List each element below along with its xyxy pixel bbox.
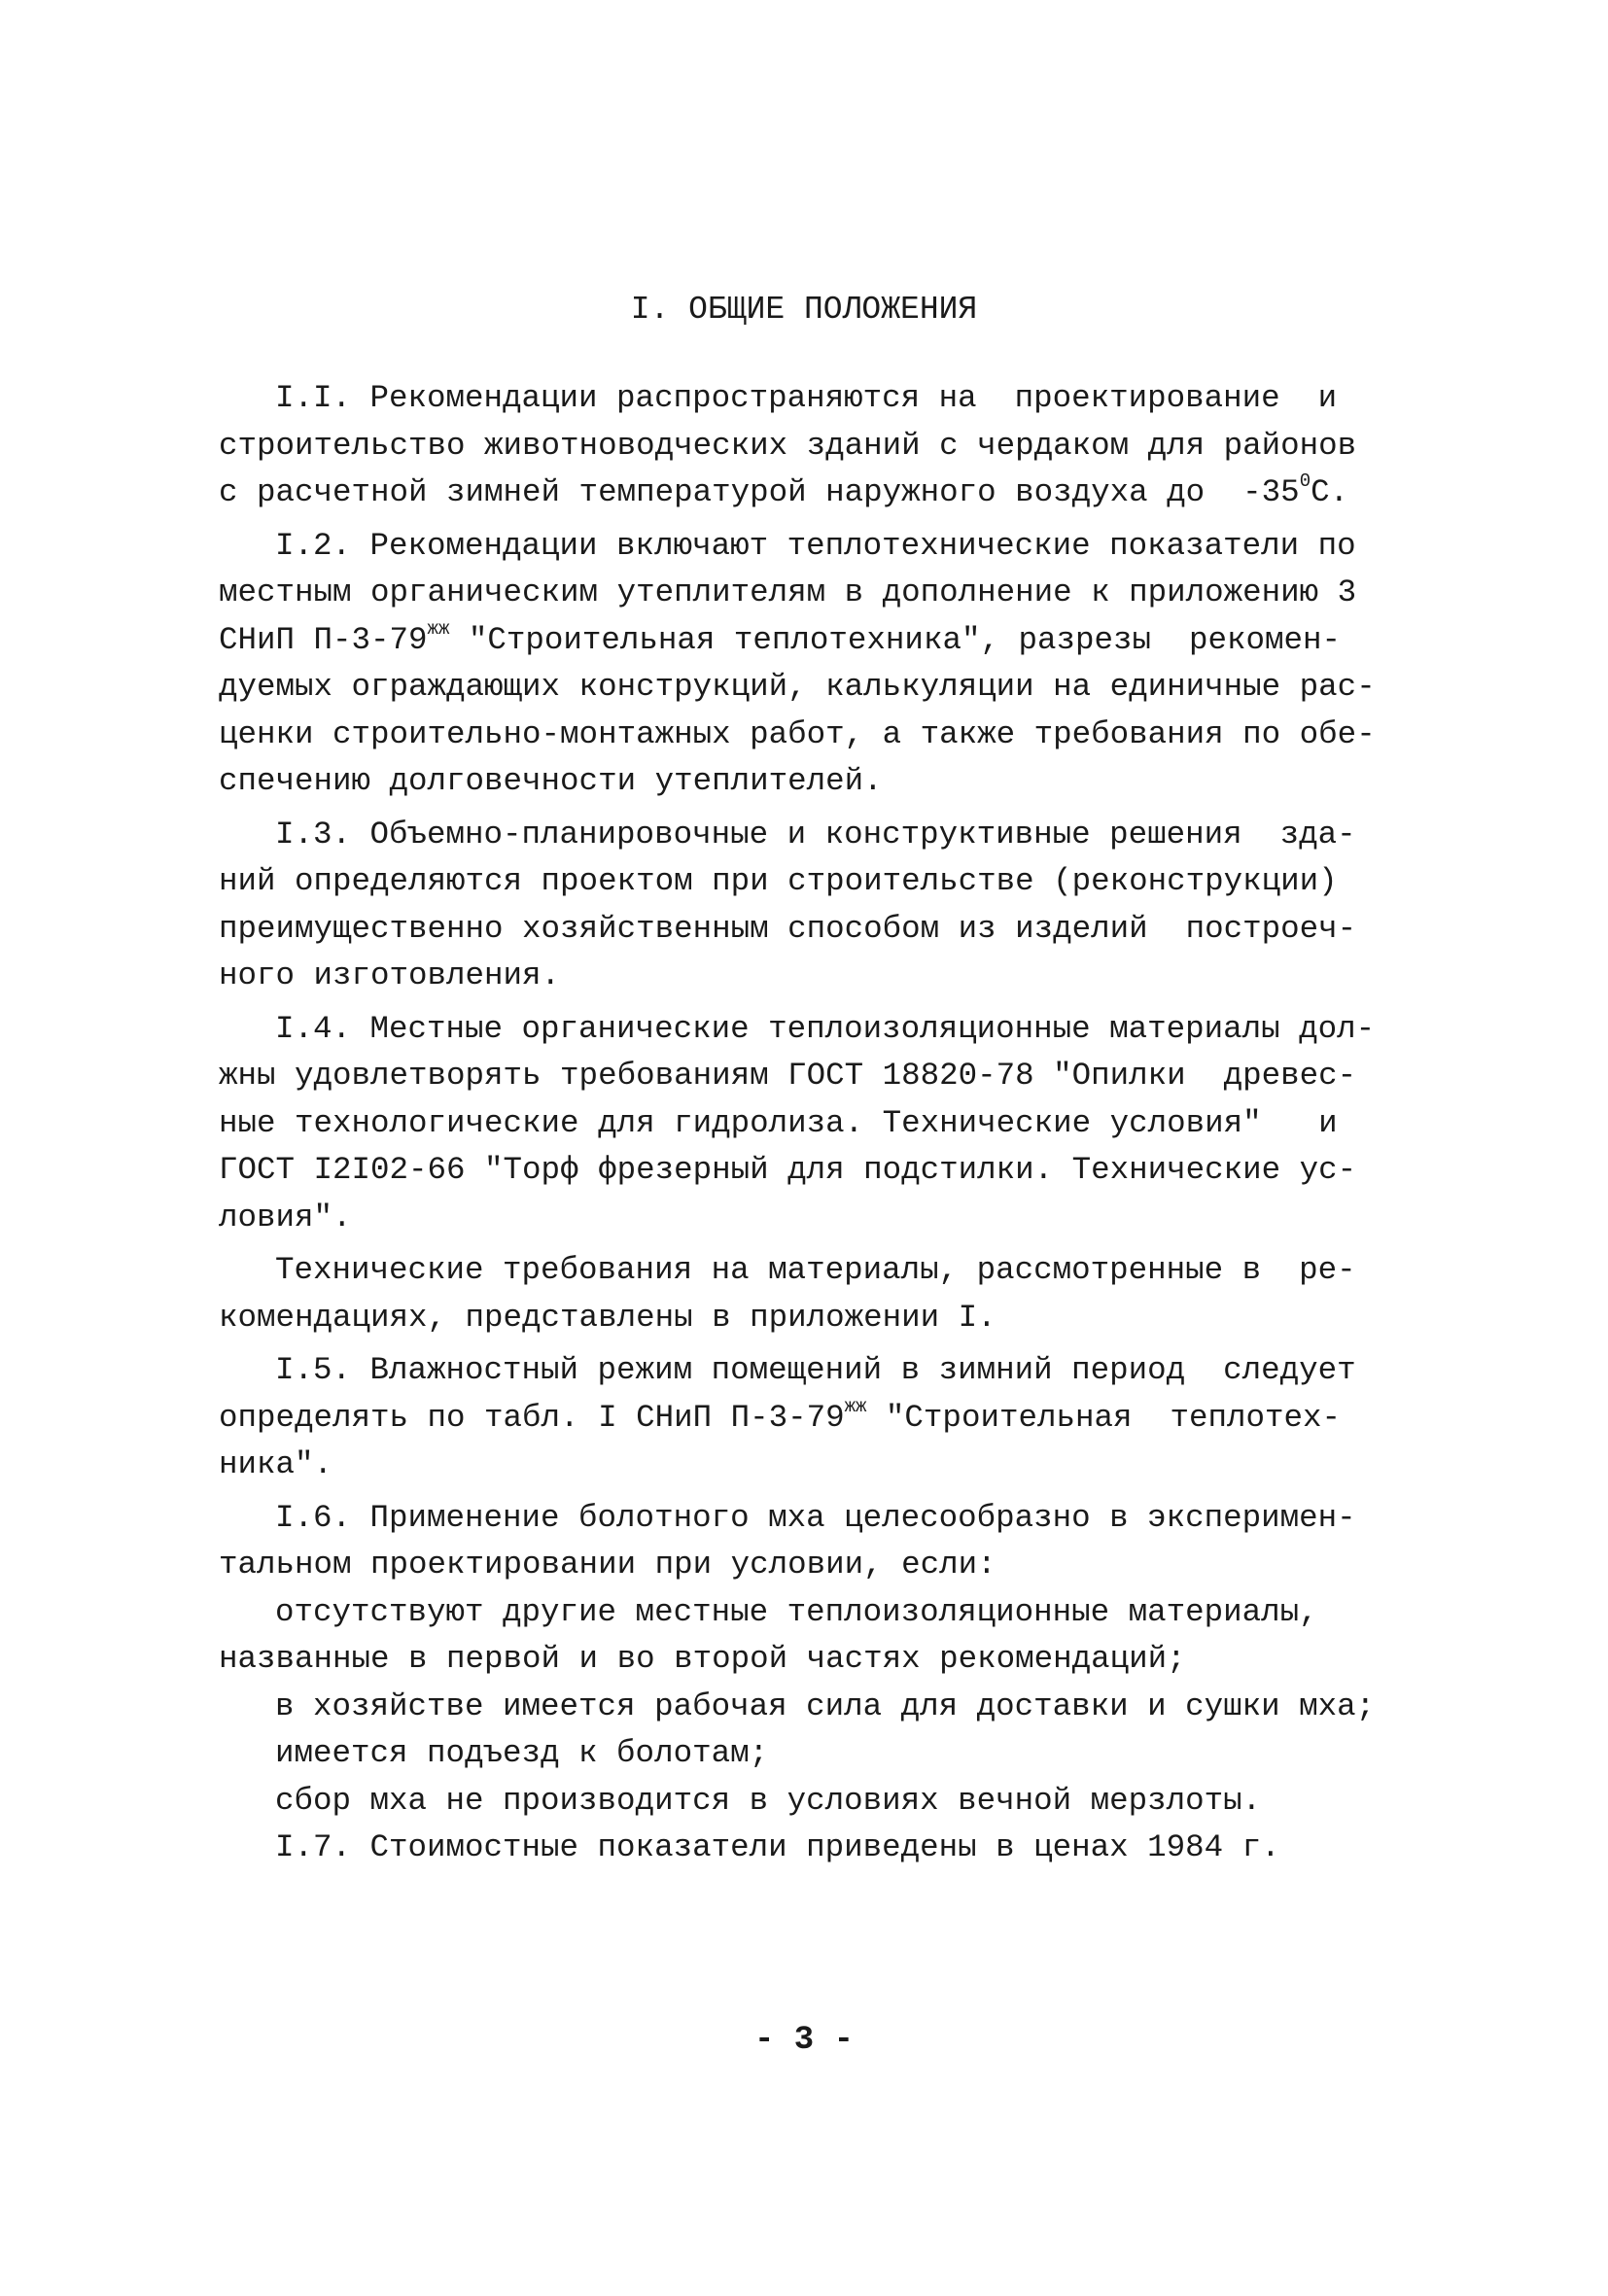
paragraph-1-5 bbox=[219, 1347, 1395, 1489]
text-line: I.4. Местные органические теплоизоляционные материалы дол- bbox=[275, 1010, 1376, 1047]
text-line: жны удовлетворять требованиям ГОСТ 18820-78 "Опилки древес- bbox=[219, 1058, 1357, 1094]
footnote-mark: жж bbox=[844, 1395, 867, 1417]
text-line: в хозяйстве имеется рабочая сила для доставки и сушки мха; bbox=[275, 1687, 1376, 1724]
paragraph-1-7 bbox=[219, 1825, 1395, 1872]
text-line: I.5. Влажностный режим помещений в зимний период следует bbox=[275, 1352, 1356, 1388]
text-line: ловия". bbox=[219, 1199, 352, 1235]
text-line bbox=[219, 1395, 1395, 1443]
text-line: местным органическим утеплителям в дополнение к приложению 3 bbox=[219, 574, 1357, 610]
paragraph-1-4 bbox=[219, 1006, 1395, 1242]
paragraph-1-1 bbox=[219, 375, 1395, 517]
text-line: имеется подъезд к болотам; bbox=[275, 1735, 769, 1771]
text-line: преимущественно хозяйственным способом из изделий построеч- bbox=[219, 910, 1357, 947]
page-number: - 3 - bbox=[753, 2022, 855, 2059]
text-line: I.I. Рекомендации распространяются на проектирование и bbox=[275, 380, 1338, 416]
text-line: сбор мха не производится в условиях вечной мерзлоты. bbox=[275, 1782, 1262, 1819]
text-line: спечению долговечности утеплителей. bbox=[219, 763, 883, 799]
text-fragment: "Строительная теплотехника", разрезы рекомен- bbox=[449, 621, 1342, 658]
text-line: тальном проектировании при условии, если: bbox=[219, 1547, 996, 1583]
text-fragment: "Строительная теплотех- bbox=[866, 1399, 1342, 1436]
text-fragment: С. bbox=[1311, 474, 1349, 510]
text-line: отсутствуют другие местные теплоизоляционные материалы, bbox=[275, 1593, 1318, 1630]
text-line: ного изготовления. bbox=[219, 957, 561, 993]
text-line: ГОСТ I2I02-66 "Торф фрезерный для подстилки. Технические ус- bbox=[219, 1152, 1357, 1188]
text-line: I.2. Рекомендации включают теплотехнические показатели по bbox=[275, 527, 1356, 564]
paragraph-1-3 bbox=[219, 812, 1395, 1000]
text-line bbox=[219, 617, 1395, 665]
text-line: комендациях, представлены в приложении I. bbox=[219, 1299, 996, 1336]
text-line: ника". bbox=[219, 1446, 333, 1482]
text-line: ные технологические для гидролиза. Технические условия" и bbox=[219, 1104, 1338, 1141]
text-line bbox=[219, 470, 1395, 517]
section-heading: I. ОБЩИЕ ПОЛОЖЕНИЯ bbox=[630, 292, 978, 328]
body-text bbox=[219, 375, 1395, 1872]
paragraph-1-4-note bbox=[219, 1247, 1395, 1341]
text-line: I.6. Применение болотного мха целесообразно в эксперимен- bbox=[275, 1499, 1356, 1536]
text-fragment: с расчетной зимней температурой наружного воздуха до -35 bbox=[219, 474, 1300, 510]
degree-superscript: 0 bbox=[1299, 470, 1311, 492]
paragraph-1-2 bbox=[219, 523, 1395, 806]
text-line: ний определяются проектом при строительстве (реконструкции) bbox=[219, 863, 1338, 899]
text-line: Технические требования на материалы, рассмотренные в ре- bbox=[275, 1252, 1356, 1288]
text-line: ценки строительно-монтажных работ, а также требования по обе- bbox=[219, 715, 1376, 752]
text-line: I.7. Стоимостные показатели приведены в ценах 1984 г. bbox=[275, 1829, 1280, 1865]
footnote-mark: жж bbox=[427, 617, 450, 640]
text-line: строительство животноводческих зданий с чердаком для районов bbox=[219, 427, 1357, 464]
text-line: дуемых ограждающих конструкций, калькуляции на единичные рас- bbox=[219, 669, 1376, 705]
paragraph-1-6 bbox=[219, 1495, 1395, 1826]
text-line: названные в первой и во второй частях рекомендаций; bbox=[219, 1641, 1186, 1677]
text-fragment: определять по табл. I СНиП П-3-79 bbox=[219, 1399, 845, 1436]
text-line: I.3. Объемно-планировочные и конструктивные решения зда- bbox=[275, 816, 1356, 852]
text-fragment: СНиП П-3-79 bbox=[219, 621, 428, 658]
